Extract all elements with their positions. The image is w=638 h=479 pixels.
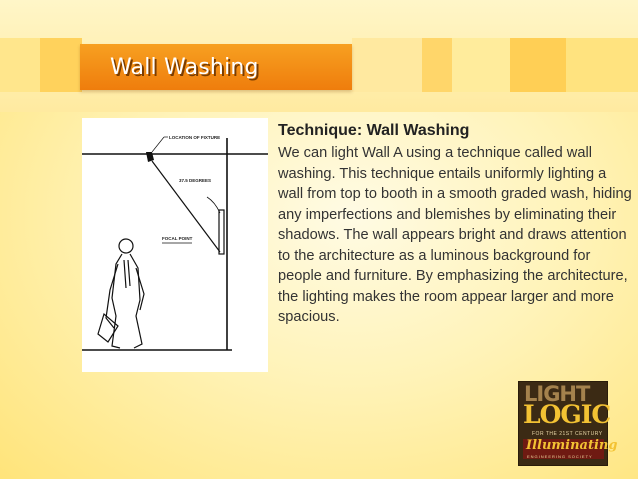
wall-washing-diagram (82, 118, 268, 372)
slide-title: Wall Washing (110, 55, 259, 80)
band-block (422, 38, 452, 92)
band-block (40, 38, 82, 92)
body-paragraph: We can light Wall A using a technique called wall washing. This technique entails uniformly lighting a wall from top to booth in a smooth graded wash, hiding any imperfections and blemishes by eliminating their shadows. The wall appears bright and draws attention to the architecture as a luminous background for people and furniture. By emphasizing the architecture, the lighting makes the room appear larger and more spacious. (278, 145, 632, 325)
angle-arc (207, 197, 220, 213)
band-block (566, 38, 638, 92)
fixture-leader (152, 137, 164, 152)
fixture-label: LOCATION OF FIXTURE (169, 135, 221, 140)
person-figure (98, 239, 144, 348)
logo-org-sub: ENGINEERING SOCIETY (527, 454, 593, 459)
section-heading: Technique: Wall Washing (278, 122, 470, 139)
focal-label: FOCAL POINT (162, 236, 193, 241)
band-block (452, 38, 510, 92)
light-logic-logo (518, 381, 618, 466)
angle-label: 37.5 DEGREES (179, 178, 212, 183)
wall-artwork (219, 210, 224, 254)
logo-line-light: LIGHT (524, 382, 590, 406)
logo-org-name: Illuminating (526, 438, 618, 453)
content-block (278, 121, 633, 328)
logo-tagline: FOR THE 21ST CENTURY (532, 431, 603, 437)
band-block (352, 38, 422, 92)
diagram-svg (82, 118, 268, 372)
band-block (0, 38, 40, 92)
band-block (510, 38, 566, 92)
logo-line-logic: LOGIC (523, 400, 611, 429)
